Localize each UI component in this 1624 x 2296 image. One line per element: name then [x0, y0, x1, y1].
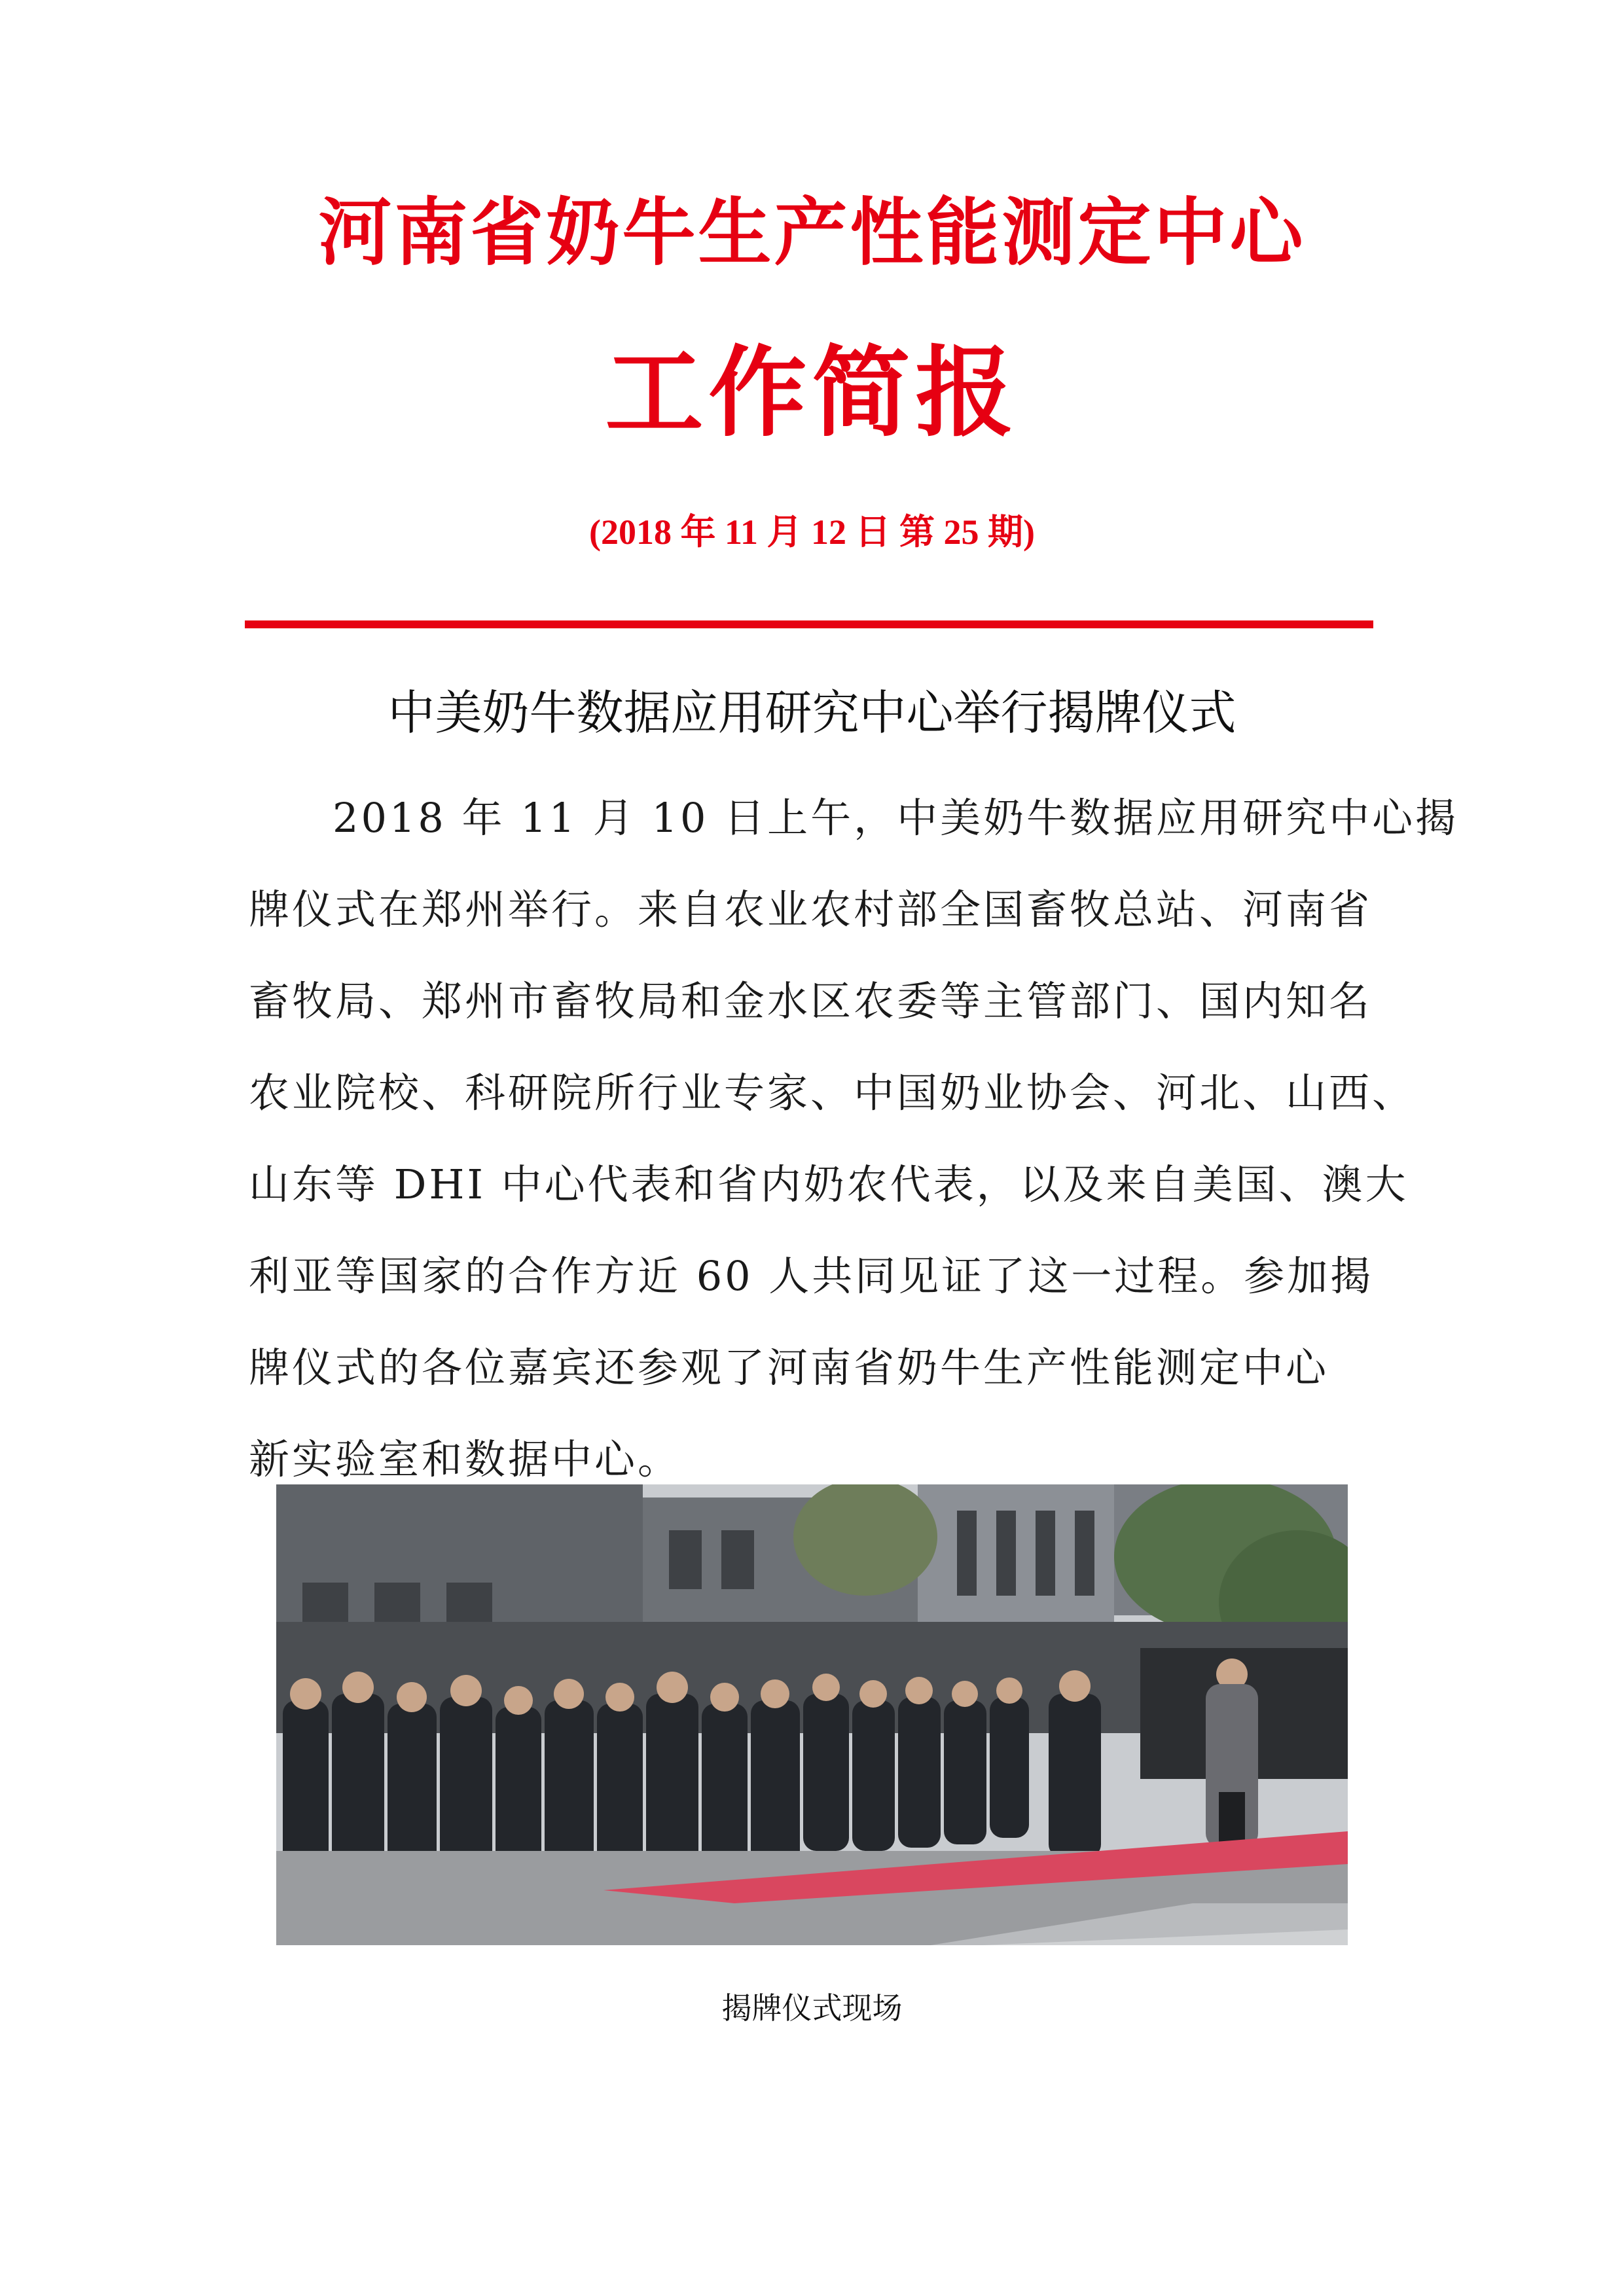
brief-title: 工作简报: [605, 335, 1019, 450]
article-body: [249, 772, 1459, 1505]
body-line: 牌仪式在郑州举行。来自农业农村部全国畜牧总站、河南省: [249, 886, 1373, 933]
body-line: 利亚等国家的合作方近 60 人共同见证了这一过程。参加揭: [249, 1252, 1374, 1300]
ceremony-photo: [276, 1484, 1348, 1945]
body-line: 新实验室和数据中心。: [249, 1435, 681, 1483]
red-divider: [245, 620, 1373, 628]
photo-caption: 揭牌仪式现场: [721, 1990, 903, 2026]
body-line: 2018 年 11 月 10 日上午，中美奶牛数据应用研究中心揭: [333, 794, 1459, 842]
body-line: 农业院校、科研院所行业专家、中国奶业协会、河北、山西、: [249, 1069, 1416, 1117]
article-title: 中美奶牛数据应用研究中心举行揭牌仪式: [388, 685, 1236, 740]
issue-line: (2018 年 11 月 12 日 第 25 期): [589, 512, 1035, 552]
body-line: 山东等 DHI 中心代表和省内奶农代表，以及来自美国、澳大: [249, 1160, 1409, 1208]
body-line: 牌仪式的各位嘉宾还参观了河南省奶牛生产性能测定中心: [249, 1344, 1329, 1391]
body-line: 畜牧局、郑州市畜牧局和金水区农委等主管部门、国内知名: [249, 977, 1373, 1025]
org-title: 河南省奶牛生产性能测定中心: [318, 190, 1306, 276]
